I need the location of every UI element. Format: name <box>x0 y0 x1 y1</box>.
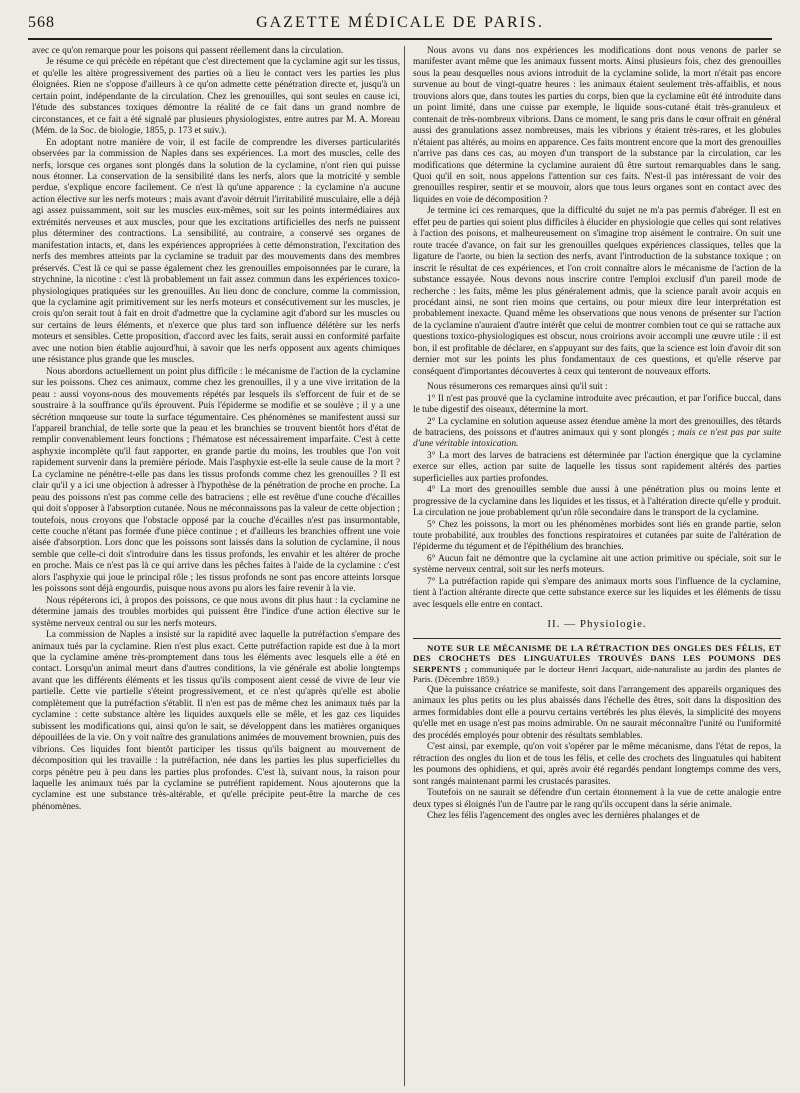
column-divider <box>404 46 405 1086</box>
section-heading: II. — Physiologie. <box>547 618 647 631</box>
paragraph: La commission de Naples a insisté sur la rapidité avec laquelle la putréfaction s'empare des animaux tués par la cyclamine. Rien n'est plus exact. Cette putréfaction rapide est due à la mort que la cyclamine amène très-promptement dans tous les éléments avec lesquels elle a été en contact. Lorsqu'un animal meurt dans d'autres conditions, la vie générale est abolie longtemps avant que les différents éléments et les tissus qu'ils composent aient cessé de vivre de leur vie partielle. Cette vie partielle s'éteint progressivement, et ce n'est qu'après qu'elle est abolie complètement que la putréfaction s'établit. Il n'en est pas de même chez les animaux tués par la cyclamine : cette substance altère les liquides auxquels elle se mêle, et les gaz ces liquides subissent les modifications qui, ainsi qu'on le sait, se développent dans les matières organiques dépouillées de la vie. On y voit naître des granulations animées de mouvement brownien, puis des vibrions. Ces liquides font bientôt participer les tissus qu'ils baignent au mouvement de décomposition qui les travaille : la putréfaction, née dans les parties les plus superficielles du corps pénètre peu à peu dans les parties plus profondes. C'est là, suivant nous, la raison pour laquelle les animaux tués par la cyclamine se putréfient rapidement. Nous ajouterons que la cyclamine est une substance très-altérable, et qu'elle précipite peut-être la marche de ces phénomènes. <box>32 630 400 812</box>
page-header <box>28 14 772 38</box>
paragraph: Toutefois on ne saurait se défendre d'un certain étonnement à la vue de cette analogie entre deux types si éloignés l'un de l'autre par le rang qu'ils occupent dans la série animale. <box>413 788 781 810</box>
paragraph: avec ce qu'on remarque pour les poisons qui passent réellement dans la circulation. <box>32 46 344 56</box>
paragraph: Que la puissance créatrice se manifeste, soit dans l'arrangement des appareils organiques des animaux les plus petits ou les plus abaissés dans l'échelle des êtres, soit dans la disposition des armes formidables dont elle a pourvu certains vertébrés les plus élevés, la simplicité des moyens qu'elle met en usage n'est pas moins admirable. On ne saurait méconnaître l'unité ou l'uniformité des procédés employés pour obtenir des résultats semblables. <box>413 685 781 741</box>
left-column <box>32 46 400 1086</box>
page-number: 568 <box>28 14 55 31</box>
conclusion-item: 3° La mort des larves de batraciens est déterminée par l'action énergique que la cyclamine exerce sur elles, action par suite de laquelle les tissus sont rapidement altérés des parties superficielles aux parties profondes. <box>413 450 781 484</box>
paragraph: Chez les félis l'agencement des ongles avec les dernières phalanges et de <box>427 811 700 822</box>
journal-title: GAZETTE MÉDICALE DE PARIS. <box>256 14 544 31</box>
conclusion-item: 5° Chez les poissons, la mort ou les phénomènes morbides sont liés en grande partie, selon toute probabilité, aux troubles des fonctions respiratoires et cutanées par suite de l'altération de l'épiderme du tégument et de l'épithélium des branchies. <box>413 519 781 553</box>
note-byline: communiquée par le docteur Henri Jacquart, aide-naturaliste au jardin des plantes de Paris. (Décembre 1859.) <box>413 663 781 685</box>
right-column <box>413 46 781 1086</box>
conclusion-item: 6° Aucun fait ne démontre que la cyclamine ait une action primitive ou spéciale, soit sur le système nerveux central, soit sur les nerfs moteurs. <box>413 553 781 576</box>
paragraph: C'est ainsi, par exemple, qu'on voit s'opérer par le même mécanisme, dans l'état de repos, la rétraction des ongles du lion et de tous les félis, et celle des crochets des linguatules qui habitent les poumons des ophidiens, et qui, après avoir été regardés pendant longtemps comme des vers, sont rangés maintenant parmi les crustacés parasites. <box>413 742 781 787</box>
paragraph: Je résume ce qui précède en répétant que c'est directement que la cyclamine agit sur les tissus, et qu'elle les altère progressivement des parties où a lieu le contact vers les parties les plus éloignées. Rien ne s'oppose d'ailleurs à ce qu'on admette cette pénétration directe et, jusqu'à un certain point, indépendante de la circulation. Chez les grenouilles, qui sont seules en cause ici, l'étude des substances toxiques démontre la réalité de ce fait dans un grand nombre de circonstances, et ce fait a été signalé par plusieurs physiologistes, entre autres par M. A. Moreau (Mém. de la Soc. de biologie, 1855, p. 173 et suiv.). <box>32 57 400 137</box>
note-heading <box>413 643 781 685</box>
conclusion-emphasis: mais ce n'est pas par suite d'une véritable intoxication. <box>413 427 781 450</box>
note-title: NOTE SUR LE MÉCANISME DE LA RÉTRACTION DES ONGLES DES FÉLIS, ET DES CROCHETS DES LINGUATULES TROUVÉS DANS LES POUMONS DES SERPENTS ; <box>413 642 781 674</box>
header-rule <box>28 38 772 40</box>
conclusion-item: 4° La mort des grenouilles semble due aussi à une pénétration plus ou moins lente et progressive de la cyclamine dans les liquides et les tissus, et à l'altération directe qu'elle y produit. La circulation ne joue probablement qu'un rôle secondaire dans le transport de la cyclamine. <box>413 485 781 519</box>
conclusion-text: 2° La cyclamine en solution aqueuse assez étendue amène la mort des grenouilles, des têtards de batraciens, des poissons et d'autres animaux qui y sont plongés ; <box>413 416 781 438</box>
paragraph: En adoptant notre manière de voir, il est facile de comprendre les diverses particularités observées par la commission de Naples dans ses expériences. La mort des muscles, celle des nerfs, lorsque ces organes sont plongés dans la solution de la cyclamine, n'ont rien qui puisse nous étonner. La conservation de la sensibilité dans les nerfs, alors que la motricité y semble perdue, s'explique encore facilement. Ce n'est là qu'une apparence : la cyclamine n'a aucune action élective sur les nerfs moteurs ; mais avant d'avoir détruit l'irritabilité musculaire, elle a déjà agi assez puissamment, soit sur les muscles eux-mêmes, soit sur les points intermédiaires aux extrémités nerveuses et aux muscles, pour que les excitations artificielles des nerfs ne puissent plus déterminer des contractions. La sensibilité, au contraire, a conservé ses organes de manifestation intacts, et, dans les expériences appropriées à cette démonstration, l'excitation des nerfs des membres atteints par la cyclamine se traduit par des mouvements dans des membres préservés. C'est là ce qui se passe également chez les grenouilles empoisonnées par le curare, la strychnine, la nicotine : c'est là probablement un fait assez commun dans les expériences toxico-physiologiques pratiquées sur les grenouilles. Au lieu donc de conclure, comme la commission, que la cyclamine agit primitivement sur les nerfs moteurs et consécutivement sur les muscles, je crois qu'on serait tout à fait en droit d'admettre que la cyclamine agit d'abord sur les muscles ou sur certains de leurs éléments, et n'exerce que plus tard son influence délétère sur les nerfs moteurs et sensibles. Cette proposition, d'accord avec les faits, serait aussi en conformité parfaite avec une notion bien établie aujourd'hui, à savoir que les nerfs opposent aux agents chimiques une résistance plus grande que les muscles. <box>32 137 400 366</box>
paragraph: Nous répéterons ici, à propos des poissons, ce que nous avons dit plus haut : la cyclamine ne détermine jamais des troubles morbides qui puissent être l'indice d'une action élective sur le système nerveux central ou sur les nerfs moteurs. <box>32 595 400 629</box>
summary-intro: Nous résumerons ces remarques ainsi qu'il suit : <box>427 382 608 393</box>
paragraph: Je termine ici ces remarques, que la difficulté du sujet ne m'a pas permis d'abréger. Il est en effet peu de parties qui soient plus difficiles à élucider en physiologie que celles qui sont relatives à l'action des poisons, et malheureusement on s'imagine trop aisément le contraire. On suit une route tracée d'avance, on fait sur les grenouilles quelques expériences classiques, telles que la ligature de l'aorte, ou bien la section des nerfs, avant l'introduction de la substance toxique ; on inscrit le résultat de ces expériences, et l'on croit connaître alors le mécanisme de l'action de la substance essayée. Nous devons nous inscrire contre l'emploi exclusif d'un pareil mode de recherche : les faits, même les plus généralement admis, que la science paraît avoir acquis en procédant ainsi, ne sont rien moins que certains, ou pour mieux dire leur interprétation est probablement inexacte. Quand même les observations que nous venons de présenter sur l'action de la cyclamine n'auraient d'autre intérêt que celui de montrer combien tout ce qui se rattache aux questions toxico-physiologiques est obscur, nous croirions avoir accompli une œuvre utile : il est bon, il est profitable de déclarer, en s'appuyant sur des faits, que la science est loin d'avoir dit son dernier mot sur les points les plus fondamentaux de ces questions, et qu'elle réserve par conséquent d'importantes découvertes à ceux qui tenteront de nouveaux efforts. <box>413 206 781 377</box>
conclusion-item: 1° Il n'est pas prouvé que la cyclamine introduite avec précaution, et par l'orifice buccal, dans le tube digestif des oiseaux, détermine la mort. <box>413 393 781 416</box>
paragraph: Nous abordons actuellement un point plus difficile : le mécanisme de l'action de la cyclamine sur les poissons. Chez ces animaux, comme chez les grenouilles, il y a une vive irritation de la peau : aussi voyons-nous des mouvements répétés par lesquels ils s'efforcent de fuir et de se soustraire à la souffrance qu'ils éprouvent. Puis l'épiderme se modifie et se soulève ; il y a une sécrétion muqueuse sur toute la surface tégumentaire. Ces phénomènes se manifestent aussi sur l'appareil branchial, de telle sorte que la peau et les branchies se trouvent bientôt hors d'état de remplir convenablement leurs fonctions ; l'hématose est nécessairement imparfaite. C'est à cette asphyxie incomplète qu'il faut rapporter, en grande partie du moins, les troubles que l'on voit rapidement survenir dans la première période. Mais l'asphyxie est-elle la seule cause de la mort ? La cyclamine ne pénètre-t-elle pas dans les tissus profonds comme chez les grenouilles ? Il est clair qu'il y a ici une objection à adresser à l'hypothèse de la pénétration de proche en proche. La peau des poissons n'est pas comme celle des batraciens ; elle est revêtue d'une couche d'écailles qui doit s'opposer à l'absorption cutanée. Nous ne méconnaissons pas la valeur de cette objection ; toutefois, nous croyons que l'obstacle opposé par la couche d'écailles n'est pas insurmontable, cette couche n'étant pas formée d'une pièce continue ; et d'ailleurs les branchies offrent une voie aisée d'absorption. Lors donc que les poissons sont laissés dans la solution de cyclamine, il nous semble que celle-ci doit s'introduire dans les tissus profonds, les envahir et les altérer de proche en proche. Mais ce n'est pas là ce qui arrive dans les pêches faites à l'aide de la cyclamine : c'est alors l'asphyxie qui joue le principal rôle ; les tissus profonds ne sont pas encore atteints lorsque les poissons sont déjà engourdis, puisque nous avons pu alors les faire revenir à la vie. <box>32 366 400 595</box>
conclusion-item <box>413 417 781 451</box>
conclusion-item: 7° La putréfaction rapide qui s'empare des animaux morts sous l'influence de la cyclamine, tient à l'action altérante directe que cette substance exerce sur les liquides et les éléments de tissu avec lesquels elle entre en contact. <box>413 576 781 610</box>
paragraph: Nous avons vu dans nos expériences les modifications dont nous venons de parler se manifester avant même que les animaux fussent morts. Ainsi plusieurs fois, chez des grenouilles sous la peau desquelles nous avions introduit de la cyclamine solide, la mort n'était pas encore survenue au bout de vingt-quatre heures : les animaux étaient seulement très-affaiblis, et nous trouvions alors que, dans toutes les parties du corps, bien que la cyclamine eût été introduite dans un point limité, dans une cuisse par exemple, le liquide sous-cutané était très-granuleux et contenait de très-nombreux vibrions. Dans ce moment, le sang pris dans le cœur offrait en général aussi des granulations assez nombreuses, mais les vibrions y étaient très-rares, et les globules n'étaient pas altérés, au moins en apparence. Ces faits montrent encore que la mort des grenouilles n'arrive pas dans ces cas, au moyen d'un transport de la substance par la circulation, car les modifications que détermine la cyclamine auraient dû être surtout remarquables dans le sang. Quoi qu'il en soit, nous appelons l'attention sur ces faits. N'est-il pas intéressant de voir des grenouilles respirer, sentir et se mouvoir, alors que tous leurs organes sont en contact avec des liquides en voie de décomposition ? <box>413 46 781 205</box>
section-rule <box>413 638 781 639</box>
